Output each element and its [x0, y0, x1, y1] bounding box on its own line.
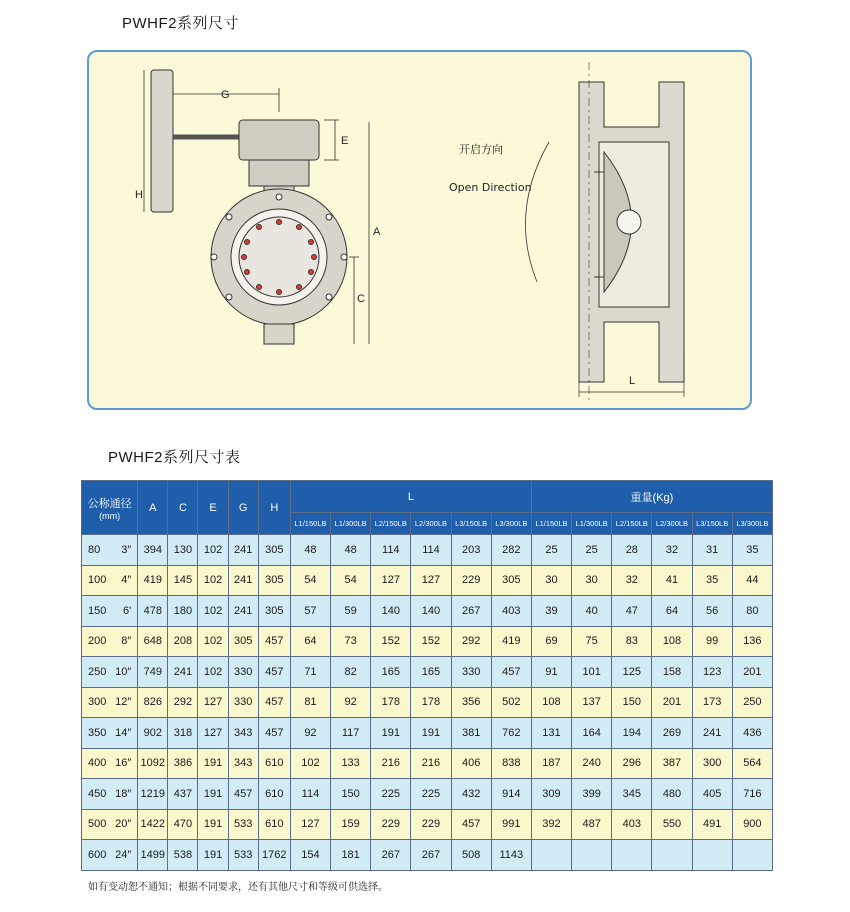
header-c: C: [168, 481, 198, 535]
cell-length-5: 330: [451, 657, 491, 688]
cell-weight-5: 123: [692, 657, 732, 688]
cell-length-2: 48: [331, 535, 371, 566]
cell-length-2: 73: [331, 626, 371, 657]
cell-length-1: 57: [290, 596, 330, 627]
cell-a: 1499: [138, 840, 168, 871]
cell-weight-4: 41: [652, 565, 692, 596]
cell-c: 208: [168, 626, 198, 657]
cell-g: 241: [228, 535, 258, 566]
cell-h: 457: [258, 687, 290, 718]
cell-inch: 16″: [115, 757, 132, 770]
cell-inch: 18″: [115, 787, 132, 800]
cell-weight-6: 80: [732, 596, 772, 627]
cell-weight-3: 296: [612, 748, 652, 779]
cell-length-3: 216: [371, 748, 411, 779]
table-row: [82, 809, 773, 840]
cell-length-4: 229: [411, 809, 451, 840]
cell-c: 130: [168, 535, 198, 566]
dim-label-c: C: [357, 293, 365, 305]
cell-weight-1: 30: [531, 565, 571, 596]
cell-length-5: 292: [451, 626, 491, 657]
cell-weight-5: [692, 840, 732, 871]
table-row: [82, 840, 773, 871]
header-dn-label: 公称通径: [87, 497, 132, 510]
valve-body-front-view: [211, 189, 347, 344]
cell-weight-2: 399: [572, 779, 612, 810]
cell-weight-5: 56: [692, 596, 732, 627]
cell-weight-5: 31: [692, 535, 732, 566]
cell-weight-2: 25: [572, 535, 612, 566]
cell-nominal-diameter: [82, 657, 138, 688]
cell-length-2: 159: [331, 809, 371, 840]
cell-weight-6: [732, 840, 772, 871]
header-h: H: [258, 481, 290, 535]
cell-weight-4: 32: [652, 535, 692, 566]
cell-inch: 14″: [115, 726, 132, 739]
cell-mm: 150: [88, 604, 107, 617]
cell-weight-4: 387: [652, 748, 692, 779]
cell-weight-2: [572, 840, 612, 871]
cell-weight-3: 32: [612, 565, 652, 596]
cell-weight-3: 194: [612, 718, 652, 749]
cell-length-1: 81: [290, 687, 330, 718]
cell-weight-6: 201: [732, 657, 772, 688]
table-row: [82, 626, 773, 657]
cell-mm: 350: [88, 726, 107, 739]
valve-side-section-view: [525, 62, 684, 402]
dim-label-a: A: [373, 226, 381, 238]
cell-weight-3: 345: [612, 779, 652, 810]
cell-length-2: 82: [331, 657, 371, 688]
cell-length-2: 59: [331, 596, 371, 627]
cell-length-4: 267: [411, 840, 451, 871]
cell-length-5: 267: [451, 596, 491, 627]
cell-weight-4: 108: [652, 626, 692, 657]
cell-weight-1: 309: [531, 779, 571, 810]
cell-inch: 3″: [121, 543, 132, 556]
cell-a: 419: [138, 565, 168, 596]
cell-length-2: 181: [331, 840, 371, 871]
cell-weight-6: 564: [732, 748, 772, 779]
cell-weight-5: 300: [692, 748, 732, 779]
cell-weight-5: 491: [692, 809, 732, 840]
cell-weight-6: 436: [732, 718, 772, 749]
cell-weight-2: 30: [572, 565, 612, 596]
cell-length-3: 152: [371, 626, 411, 657]
cell-weight-3: 150: [612, 687, 652, 718]
cell-h: 457: [258, 718, 290, 749]
cell-e: 102: [198, 565, 228, 596]
cell-length-3: 165: [371, 657, 411, 688]
subheader-length-5: L3/150LB: [451, 513, 491, 535]
cell-length-3: 191: [371, 718, 411, 749]
cell-weight-2: 137: [572, 687, 612, 718]
header-e: E: [198, 481, 228, 535]
cell-g: 241: [228, 565, 258, 596]
cell-weight-2: 164: [572, 718, 612, 749]
cell-e: 127: [198, 718, 228, 749]
cell-a: 648: [138, 626, 168, 657]
cell-h: 305: [258, 596, 290, 627]
subheader-weight-3: L2/150LB: [612, 513, 652, 535]
cell-length-3: 225: [371, 779, 411, 810]
cell-inch: 20″: [115, 818, 132, 831]
cell-weight-1: 187: [531, 748, 571, 779]
cell-h: 610: [258, 748, 290, 779]
cell-length-4: 225: [411, 779, 451, 810]
cell-a: 1092: [138, 748, 168, 779]
cell-c: 386: [168, 748, 198, 779]
valve-dimension-drawing: [89, 52, 754, 412]
drawing-title: PWHF2系列尺寸: [122, 15, 240, 32]
cell-e: 191: [198, 809, 228, 840]
cell-c: 180: [168, 596, 198, 627]
table-row: [82, 748, 773, 779]
cell-length-1: 48: [290, 535, 330, 566]
cell-weight-6: 136: [732, 626, 772, 657]
cell-length-6: 305: [491, 565, 531, 596]
cell-a: 478: [138, 596, 168, 627]
dim-label-l: L: [629, 375, 636, 387]
cell-length-5: 508: [451, 840, 491, 871]
cell-length-4: 114: [411, 535, 451, 566]
cell-inch: 24″: [115, 848, 132, 861]
cell-mm: 200: [88, 635, 107, 648]
cell-length-5: 457: [451, 809, 491, 840]
cell-a: 826: [138, 687, 168, 718]
cell-g: 533: [228, 840, 258, 871]
cell-length-2: 150: [331, 779, 371, 810]
cell-nominal-diameter: [82, 596, 138, 627]
cell-e: 191: [198, 840, 228, 871]
cell-length-5: 432: [451, 779, 491, 810]
cell-g: 330: [228, 657, 258, 688]
cell-c: 292: [168, 687, 198, 718]
cell-h: 457: [258, 657, 290, 688]
cell-length-2: 92: [331, 687, 371, 718]
dim-label-e: E: [341, 135, 349, 147]
subheader-length-6: L3/300LB: [491, 513, 531, 535]
cell-length-3: 140: [371, 596, 411, 627]
cell-g: 305: [228, 626, 258, 657]
cell-mm: 300: [88, 696, 107, 709]
cell-weight-3: 83: [612, 626, 652, 657]
cell-weight-1: 39: [531, 596, 571, 627]
subheader-weight-2: L1/300LB: [572, 513, 612, 535]
cell-length-4: 152: [411, 626, 451, 657]
cell-length-6: 1143: [491, 840, 531, 871]
cell-weight-2: 75: [572, 626, 612, 657]
cell-weight-1: 108: [531, 687, 571, 718]
table-row: [82, 779, 773, 810]
cell-length-1: 114: [290, 779, 330, 810]
cell-weight-3: 403: [612, 809, 652, 840]
cell-c: 318: [168, 718, 198, 749]
table-row: [82, 535, 773, 566]
cell-inch: 6': [123, 604, 132, 617]
cell-length-5: 406: [451, 748, 491, 779]
cell-e: 191: [198, 748, 228, 779]
cell-length-6: 457: [491, 657, 531, 688]
cell-weight-6: 716: [732, 779, 772, 810]
cell-length-4: 191: [411, 718, 451, 749]
cell-length-6: 282: [491, 535, 531, 566]
cell-length-2: 54: [331, 565, 371, 596]
cell-length-4: 140: [411, 596, 451, 627]
cell-weight-4: 201: [652, 687, 692, 718]
cell-h: 457: [258, 626, 290, 657]
cell-h: 305: [258, 565, 290, 596]
table-row: [82, 596, 773, 627]
cell-inch: 4″: [121, 574, 132, 587]
cell-weight-2: 487: [572, 809, 612, 840]
header-weight: 重量(Kg): [531, 481, 772, 513]
cell-weight-6: 44: [732, 565, 772, 596]
cell-length-3: 267: [371, 840, 411, 871]
cell-g: 533: [228, 809, 258, 840]
cell-length-1: 71: [290, 657, 330, 688]
cell-e: 191: [198, 779, 228, 810]
cell-nominal-diameter: [82, 626, 138, 657]
cell-mm: 450: [88, 787, 107, 800]
cell-mm: 500: [88, 818, 107, 831]
cell-weight-1: 69: [531, 626, 571, 657]
cell-length-3: 127: [371, 565, 411, 596]
table-title: PWHF2系列尺寸表: [108, 449, 241, 466]
header-nominal-diameter: [82, 481, 138, 535]
cell-c: 241: [168, 657, 198, 688]
subheader-length-4: L2/300LB: [411, 513, 451, 535]
header-g: G: [228, 481, 258, 535]
cell-length-6: 403: [491, 596, 531, 627]
cell-weight-3: 47: [612, 596, 652, 627]
cell-length-6: 838: [491, 748, 531, 779]
cell-length-5: 381: [451, 718, 491, 749]
header-l: L: [290, 481, 531, 513]
dimension-table: [81, 480, 773, 871]
cell-e: 102: [198, 596, 228, 627]
cell-weight-4: 64: [652, 596, 692, 627]
cell-length-5: 203: [451, 535, 491, 566]
cell-c: 145: [168, 565, 198, 596]
cell-weight-1: 392: [531, 809, 571, 840]
cell-weight-4: 480: [652, 779, 692, 810]
cell-weight-5: 99: [692, 626, 732, 657]
cell-c: 470: [168, 809, 198, 840]
cell-mm: 400: [88, 757, 107, 770]
subheader-length-1: L1/150LB: [290, 513, 330, 535]
cell-weight-5: 405: [692, 779, 732, 810]
cell-nominal-diameter: [82, 840, 138, 871]
table-row: [82, 687, 773, 718]
cell-weight-3: [612, 840, 652, 871]
dim-label-h: H: [135, 189, 143, 201]
cell-weight-4: [652, 840, 692, 871]
cell-nominal-diameter: [82, 779, 138, 810]
cell-e: 102: [198, 657, 228, 688]
cell-nominal-diameter: [82, 535, 138, 566]
cell-nominal-diameter: [82, 748, 138, 779]
cell-mm: 600: [88, 848, 107, 861]
table-row: [82, 718, 773, 749]
cell-g: 343: [228, 718, 258, 749]
cell-weight-6: 250: [732, 687, 772, 718]
subheader-weight-1: L1/150LB: [531, 513, 571, 535]
dim-label-g: G: [221, 89, 230, 101]
cell-length-6: 502: [491, 687, 531, 718]
cell-weight-6: 900: [732, 809, 772, 840]
cell-length-6: 991: [491, 809, 531, 840]
cell-weight-3: 125: [612, 657, 652, 688]
cell-weight-1: 131: [531, 718, 571, 749]
cell-inch: 12″: [115, 696, 132, 709]
subheader-length-2: L1/300LB: [331, 513, 371, 535]
cell-length-6: 762: [491, 718, 531, 749]
footnote: 如有变动恕不通知；根据不同要求，还有其他尺寸和等级可供选择。: [88, 882, 388, 893]
cell-length-3: 178: [371, 687, 411, 718]
cell-c: 437: [168, 779, 198, 810]
cell-weight-4: 158: [652, 657, 692, 688]
cell-weight-2: 40: [572, 596, 612, 627]
cell-c: 538: [168, 840, 198, 871]
cell-h: 1762: [258, 840, 290, 871]
cell-mm: 100: [88, 574, 107, 587]
cell-length-1: 92: [290, 718, 330, 749]
subheader-length-3: L2/150LB: [371, 513, 411, 535]
cell-weight-4: 269: [652, 718, 692, 749]
cell-length-3: 114: [371, 535, 411, 566]
cell-h: 610: [258, 779, 290, 810]
cell-a: 749: [138, 657, 168, 688]
cell-a: 1422: [138, 809, 168, 840]
cell-length-1: 127: [290, 809, 330, 840]
cell-a: 902: [138, 718, 168, 749]
dimension-drawing-panel: [87, 50, 752, 410]
cell-a: 394: [138, 535, 168, 566]
cell-weight-2: 240: [572, 748, 612, 779]
cell-nominal-diameter: [82, 809, 138, 840]
subheader-weight-6: L3/300LB: [732, 513, 772, 535]
cell-inch: 8″: [121, 635, 132, 648]
cell-length-4: 165: [411, 657, 451, 688]
cell-g: 457: [228, 779, 258, 810]
cell-g: 343: [228, 748, 258, 779]
cell-nominal-diameter: [82, 565, 138, 596]
cell-weight-1: 25: [531, 535, 571, 566]
cell-length-4: 127: [411, 565, 451, 596]
table-row: [82, 657, 773, 688]
cell-weight-5: 241: [692, 718, 732, 749]
cell-mm: 80: [88, 543, 101, 556]
cell-weight-6: 35: [732, 535, 772, 566]
cell-inch: 10″: [115, 665, 132, 678]
subheader-weight-4: L2/300LB: [652, 513, 692, 535]
cell-weight-4: 550: [652, 809, 692, 840]
cell-h: 610: [258, 809, 290, 840]
cell-e: 102: [198, 535, 228, 566]
cell-h: 305: [258, 535, 290, 566]
cell-length-6: 914: [491, 779, 531, 810]
cell-weight-5: 35: [692, 565, 732, 596]
cell-g: 241: [228, 596, 258, 627]
cell-mm: 250: [88, 665, 107, 678]
cell-length-4: 178: [411, 687, 451, 718]
cell-e: 127: [198, 687, 228, 718]
table-row: [82, 565, 773, 596]
cell-length-2: 117: [331, 718, 371, 749]
cell-e: 102: [198, 626, 228, 657]
cell-length-1: 154: [290, 840, 330, 871]
cell-weight-1: [531, 840, 571, 871]
gearbox-front-view: [239, 120, 319, 198]
cell-length-2: 133: [331, 748, 371, 779]
cell-weight-1: 91: [531, 657, 571, 688]
cell-length-6: 419: [491, 626, 531, 657]
cell-length-3: 229: [371, 809, 411, 840]
open-direction-cn: 开启方向: [459, 143, 503, 156]
cell-length-1: 102: [290, 748, 330, 779]
cell-length-1: 54: [290, 565, 330, 596]
cell-weight-5: 173: [692, 687, 732, 718]
open-direction-en: Open Direction: [449, 181, 532, 194]
cell-weight-3: 28: [612, 535, 652, 566]
cell-nominal-diameter: [82, 718, 138, 749]
header-dn-unit: (mm): [99, 510, 121, 521]
cell-length-5: 356: [451, 687, 491, 718]
cell-a: 1219: [138, 779, 168, 810]
cell-nominal-diameter: [82, 687, 138, 718]
cell-g: 330: [228, 687, 258, 718]
cell-length-1: 64: [290, 626, 330, 657]
cell-weight-2: 101: [572, 657, 612, 688]
subheader-weight-5: L3/150LB: [692, 513, 732, 535]
cell-length-4: 216: [411, 748, 451, 779]
header-a: A: [138, 481, 168, 535]
cell-length-5: 229: [451, 565, 491, 596]
